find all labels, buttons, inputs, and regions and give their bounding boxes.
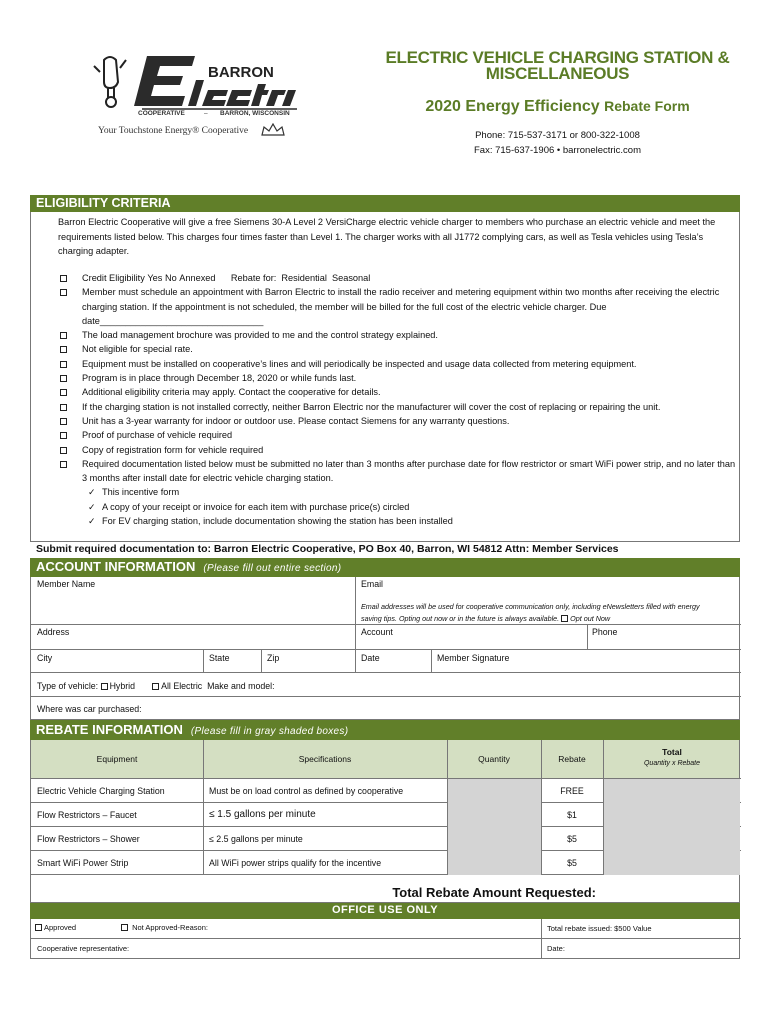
office-section [30,919,740,959]
row-rebate: FREE [560,786,584,796]
eligibility-heading: ELIGIBILITY CRITERIA [30,195,740,212]
eligibility-item [58,371,738,385]
hybrid-checkbox[interactable] [101,683,108,690]
item-text: The load management brochure was provided to me and the control strategy explained. [82,330,438,341]
seasonal-label: Seasonal [331,273,371,283]
total-rebate-label: Total Rebate Amount Requested: [392,885,596,900]
email-field[interactable]: Email [361,579,383,589]
required-doc-text: For EV charging station, include documentation showing the station has been installed [102,516,453,527]
eligibility-item [58,385,738,399]
col-specifications: Specifications [298,754,352,764]
eligibility-item [58,414,738,428]
rebate-table [30,740,740,875]
row-spec: Must be on load control as defined by cooperative [209,786,404,796]
subtitle-main: 2020 Energy Efficiency [425,98,600,115]
required-doc-text: A copy of your receipt or invoice for each item with purchase price(s) circled [102,501,410,512]
annexed-label: Annexed [179,273,216,283]
all-electric-checkbox[interactable] [152,683,159,690]
row-rebate: $5 [567,858,577,868]
row-equipment: Flow Restrictors – Shower [37,834,140,844]
eligibility-item [58,400,738,414]
not-approved-row [121,923,208,932]
touchstone-crown-icon [260,123,286,137]
logo-brand-top: BARRON [208,64,274,81]
item-checkbox[interactable] [60,375,67,382]
office-date-field[interactable]: Date: [547,944,565,953]
zip-field[interactable]: Zip [267,653,280,663]
not-approved-label: Not Approved-Reason: [132,923,208,932]
submit-instructions: Submit required documentation to: Barron Electric Cooperative, PO Box 40, Barron, WI 54812 Attn: Member Services [36,543,619,555]
row-spec: ≤ 2.5 gallons per minute [209,834,303,844]
purchase-location-field[interactable]: Where was car purchased: [37,704,142,714]
city-field[interactable]: City [37,653,53,663]
make-model-field[interactable]: Make and model: [207,681,275,691]
phone-field[interactable]: Phone [592,627,618,637]
col-equipment: Equipment [96,754,138,764]
total-row [30,875,740,903]
eligibility-item [58,357,738,371]
row-rebate: $1 [567,810,577,820]
required-doc-text: This incentive form [102,487,180,498]
col-total-sub: Quantity x Rebate [643,760,701,767]
item-text: Required documentation listed below must be submitted no later than 3 months after purchase date for flow restrictor or smart WiFi power strip, and no later than 3 months after install date for electric vehicle charging station. [82,458,736,484]
logo-tagline: Your Touchstone Energy® Cooperative [98,126,249,136]
item-checkbox[interactable] [60,418,67,425]
email-note [361,601,711,624]
subtitle-suffix: Rebate Form [604,98,690,114]
item-text: Member must schedule an appointment with Barron Electric to install the radio receiver and metering equipment within two months after receiving the electric charging station. If the appointment is not scheduled, the member will be billed for the full cost of the electric vehicle charger. Due date________________________________ [82,287,720,326]
item-text: Equipment must be installed on cooperative’s lines and will periodically be inspected and usage data collected from metering equipment. [82,358,637,369]
account-section [30,577,740,720]
all-electric-label: All Electric [161,681,203,691]
logo-dash: – [204,110,208,117]
vehicle-type-row [37,681,275,691]
item-text: Program is in place through December 18, 2020 or while funds last. [82,373,357,384]
item-text: Not eligible for special rate. [82,344,193,355]
form-header [380,50,735,158]
credit-eligibility-label: Credit Eligibility [82,273,145,283]
state-field[interactable]: State [209,653,230,663]
row-equipment: Electric Vehicle Charging Station [37,786,165,796]
row-spec: All WiFi power strips qualify for the incentive [209,858,382,868]
credit-eligibility-row [58,271,738,285]
required-doc-check [58,485,738,499]
logo-location: BARRON, WISCONSIN [220,110,290,117]
required-doc-check [58,500,738,514]
opt-out-label: Opt out Now [570,613,611,623]
eligibility-item [58,443,738,457]
row-equipment: Smart WiFi Power Strip [37,858,129,868]
checkmark-icon: ✓ [88,487,96,498]
item-checkbox[interactable] [60,461,67,468]
cooperative-rep-field[interactable]: Cooperative representative: [37,944,130,953]
logo-cooperative: COOPERATIVE [138,110,185,117]
vehicle-type-label: Type of vehicle: [37,681,99,691]
item-text: Copy of registration form for vehicle required [82,444,264,455]
col-total: Total [662,747,682,757]
row-rebate: $5 [567,834,577,844]
member-name-field[interactable]: Member Name [37,579,96,589]
not-approved-checkbox[interactable] [121,924,128,931]
eligibility-item [58,285,738,328]
rebate-heading-note: (Please fill in gray shaded boxes) [190,726,349,737]
checkmark-icon: ✓ [88,516,96,527]
item-checkbox[interactable] [60,389,67,396]
item-checkbox[interactable] [60,432,67,439]
approved-checkbox[interactable] [35,924,42,931]
logo-brand-main [92,50,93,51]
checkmark-icon: ✓ [88,501,96,512]
account-field[interactable]: Account [361,627,393,637]
item-checkbox[interactable] [60,346,67,353]
email-note-text: Email addresses will be used for cooperative communication only, including eNewsletters filled with energy saving tips. Opting out now or in the future is always available. [361,602,700,623]
barron-electric-logo [92,50,307,150]
eligibility-item [58,457,738,486]
col-quantity: Quantity [478,754,510,764]
total-issued: Total rebate issued: $500 Value [547,924,652,933]
item-checkbox[interactable] [60,361,67,368]
form-title: ELECTRIC VEHICLE CHARGING STATION & MISCELLANEOUS [385,48,730,83]
eligibility-item [58,428,738,442]
form-subtitle [380,98,735,116]
residential-label: Residential [281,273,327,283]
approved-label: Approved [44,923,77,932]
item-text: If the charging station is not installed correctly, neither Barron Electric nor the manufacturer will cover the cost of replacing or repairing the unit. [82,401,661,412]
item-checkbox[interactable] [60,332,67,339]
office-heading: OFFICE USE ONLY [30,903,740,919]
member-signature-field[interactable]: Member Signature [437,653,510,663]
contact-info [380,128,735,158]
rebate-heading-text: REBATE INFORMATION [36,722,183,737]
item-checkbox[interactable] [60,289,67,296]
rebate-for-label: Rebate for: [230,273,277,283]
item-checkbox[interactable] [60,447,67,454]
item-checkbox[interactable] [60,404,67,411]
row-spec: ≤ 1.5 gallons per minute [209,809,316,820]
approved-row [35,923,76,932]
credit-yes-label: Yes [147,273,163,283]
item-text: Additional eligibility criteria may apply. Contact the cooperative for details. [82,387,381,398]
credit-no-label: No [164,273,177,283]
seasonal-checkbox[interactable] [60,275,67,282]
row-equipment: Flow Restrictors – Faucet [37,810,137,820]
eligibility-list [58,271,738,528]
col-rebate: Rebate [558,754,586,764]
opt-out-checkbox[interactable] [561,615,568,622]
address-field[interactable]: Address [37,627,70,637]
rebate-heading [30,720,740,740]
fax-line: Fax: 715-637-1906 • barronelectric.com [473,145,642,156]
eligibility-intro: Barron Electric Cooperative will give a free Siemens 30-A Level 2 VersiCharge electric vehicle charger to members who purchase an electric vehicle and meet the requirements listed below. This charges four times faster than Level 1. The charger works with all J1772 complying cars, as well as Tesla vehicles using Tesla’s charging adapter. [58,217,716,257]
account-heading-text: ACCOUNT INFORMATION [36,559,196,574]
eligibility-item [58,328,738,342]
phone-line: Phone: 715-537-3171 or 800-322-1008 [475,130,640,141]
hybrid-label: Hybrid [109,681,135,691]
item-text: Proof of purchase of vehicle required [82,430,233,441]
account-heading-note: (Please fill out entire section) [203,563,342,574]
date-field[interactable]: Date [361,653,380,663]
eligibility-item [58,342,738,356]
required-doc-check [58,514,738,528]
item-text: Unit has a 3-year warranty for indoor or outdoor use. Please contact Siemens for any warranty questions. [82,415,510,426]
account-heading [30,558,740,577]
